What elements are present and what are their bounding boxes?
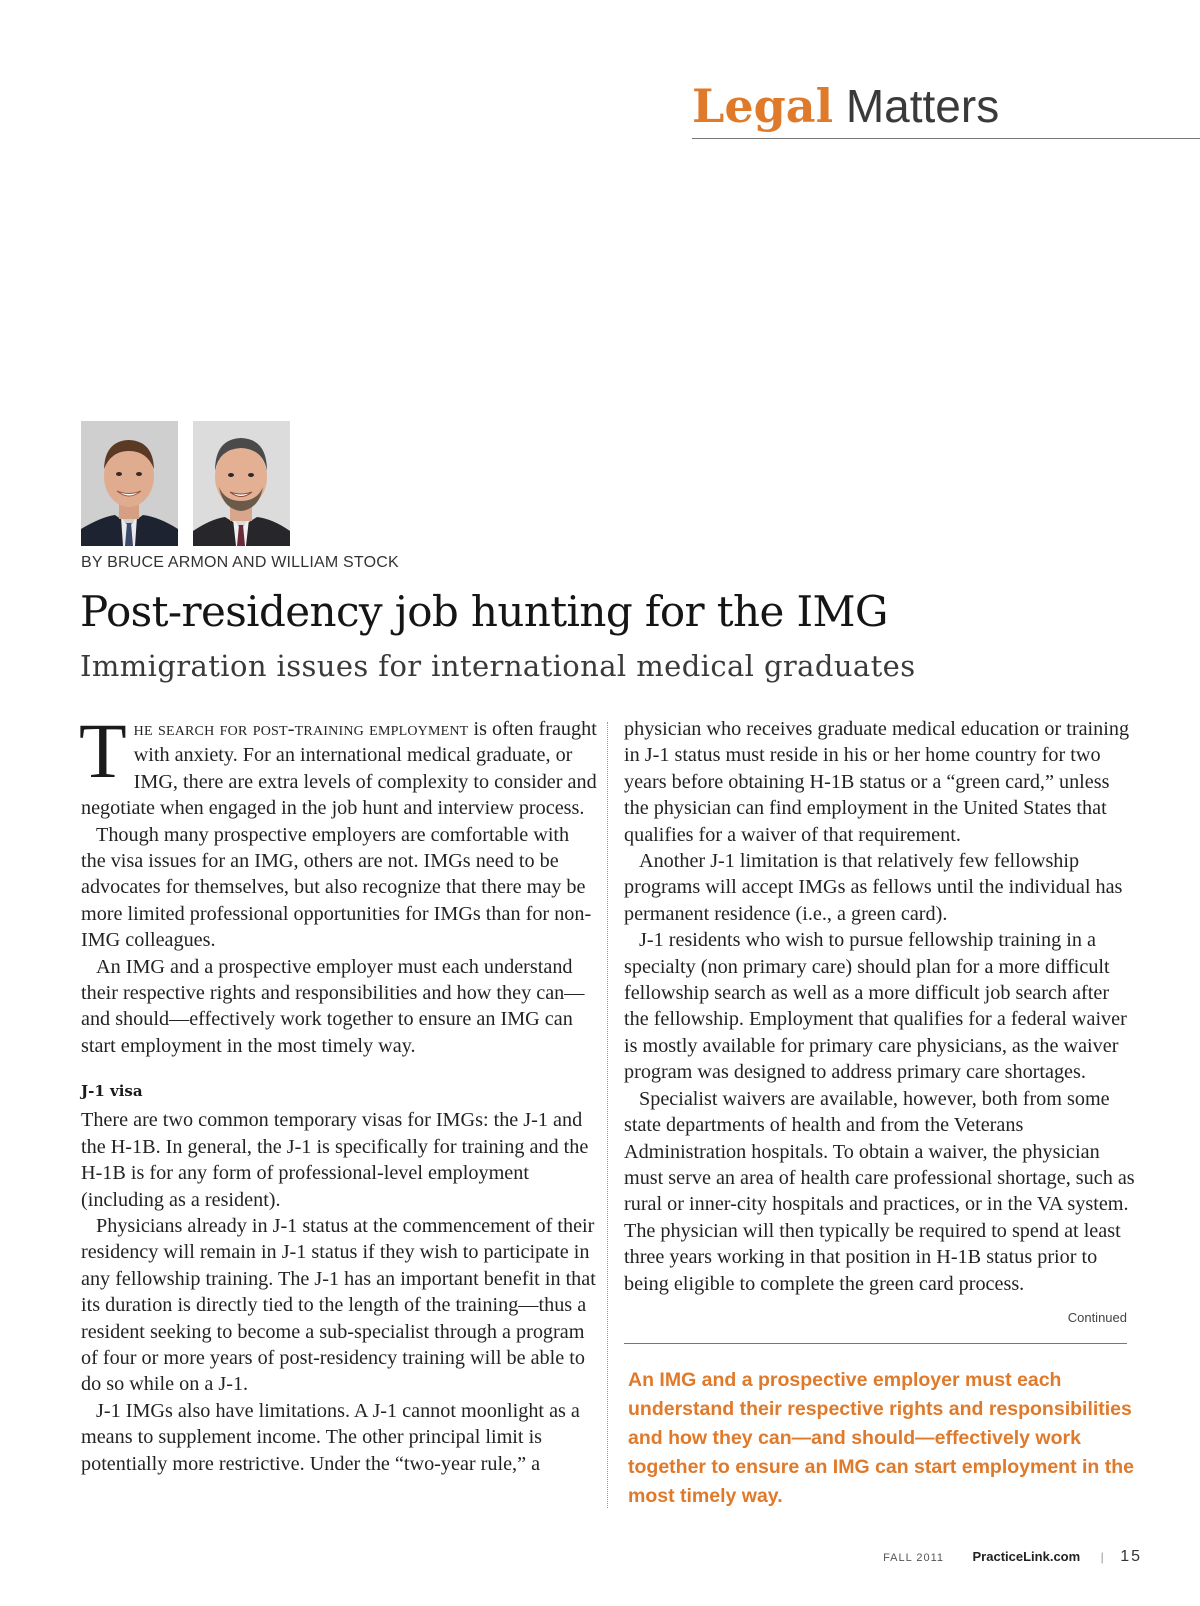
section-header (692, 78, 999, 134)
pullquote: An IMG and a prospective employer must each understand their respective rights and responsibilities and how they can—and should—effectively work together to ensure an IMG can start employment in the most timely way. (628, 1369, 1135, 1507)
lead-paragraph (79, 707, 598, 822)
footer-site-link[interactable]: PracticeLink.com (972, 1549, 1081, 1564)
paragraph: Specialist waivers are available, however, both from some state departments of health and from the Veterans Administration hospitals. To obtain a waiver, the physician must serve an area of health care professional shortage, such as rural or inner-city hospitals and practices, or in the VA system. The physician will then typically be required to spend at least three years working in that position in H-1B status prior to being eligible to complete the green card process. (624, 1087, 1135, 1295)
page-footer (883, 1548, 1142, 1566)
paragraph: J-1 IMGs also have limitations. A J-1 cannot moonlight as a means to supplement income. The other principal limit is potentially more restrictive. Under the “two-year rule,” a (81, 1399, 580, 1475)
drop-cap: T (79, 707, 127, 794)
lead-text: is often fraught with anxiety. For an international medical graduate, or IMG, there are extra levels of complexity to consider and negotiate when engaged in the job hunt and interview process. (81, 718, 597, 820)
article-headline: Post-residency job hunting for the IMG (80, 587, 888, 636)
section-header-rest: Matters (845, 80, 1000, 132)
paragraph: J-1 residents who wish to pursue fellowship training in a specialty (non primary care) should plan for a more difficult fellowship search as well as a more difficult job search after the fellowship. Employment that qualifies for a federal waiver is mostly available for primary care physicians, as the waiver program was designed to address primary care shortages. (624, 929, 1127, 1084)
paragraph: Though many prospective employers are comfortable with the visa issues for an IMG, others are not. IMGs need to be advocates for themselves, but also recognize that there may be more limited professional opportunities for IMGs than for non-IMG colleagues. (81, 823, 592, 952)
column-divider (607, 722, 608, 1508)
footer-separator: | (1100, 1550, 1104, 1564)
lead-smallcaps: he search for post-training employment (133, 718, 469, 740)
continued-label: Continued (1067, 1310, 1127, 1325)
paragraph: physician who receives graduate medical education or training in J-1 status must reside in his or her home country for two years before obtaining H-1B status or a “green card,” unless the physician can find employment in the United States that qualifies for a waiver of that requirement. (624, 718, 1130, 846)
page-number: 15 (1120, 1548, 1142, 1565)
paragraph: Another J-1 limitation is that relatively few fellowship programs will accept IMGs as fellows until the individual has permanent residence (i.e., a green card). (624, 850, 1123, 925)
paragraph: An IMG and a prospective employer must each understand their respective rights and responsibilities and how they can—and should—effectively work together to ensure an IMG can start employment in the most timely way. (81, 955, 585, 1057)
article-column-2 (624, 716, 1138, 1297)
section-header-rule (692, 138, 1200, 139)
article-column-1 (79, 707, 598, 1477)
author-photo-armon (81, 421, 178, 546)
author-photo-stock (193, 421, 290, 546)
pullquote-rule (624, 1343, 1127, 1344)
paragraph: Physicians already in J-1 status at the commencement of their residency will remain in J-1 status if they wish to participate in any fellowship training. The J-1 has an important benefit in that its duration is directly tied to the length of the training—thus a resident seeking to become a sub-specialist through a program of four or more years of post-residency training will be able to do so while on a J-1. (81, 1214, 596, 1396)
paragraph: There are two common temporary visas for IMGs: the J-1 and the H-1B. In general, the J-1 is specifically for training and the H-1B is for any form of professional-level employment (including as a resident). (81, 1109, 589, 1211)
section-header-accent: Legal (692, 79, 834, 133)
footer-issue: FALL 2011 (883, 1552, 945, 1564)
subsection-heading-j1-visa: J-1 visa (81, 1082, 143, 1101)
article-subheadline: Immigration issues for international medical graduates (80, 649, 916, 683)
byline: BY BRUCE ARMON AND WILLIAM STOCK (81, 554, 399, 571)
